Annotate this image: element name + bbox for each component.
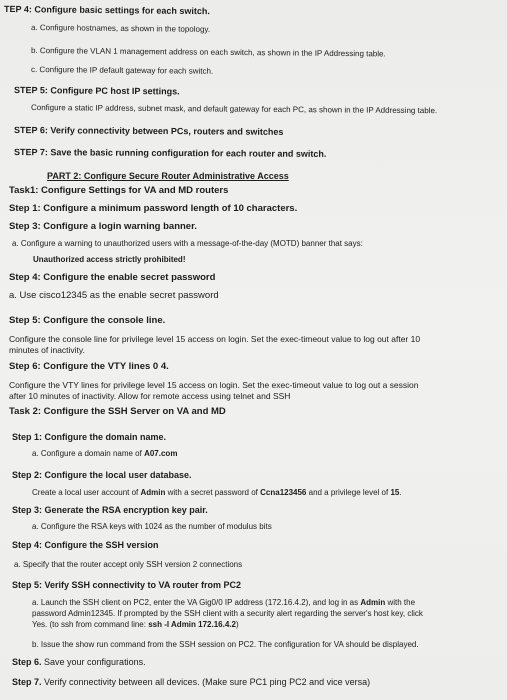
ssh-step2-text: Create a local user account of Admin with a secret password of Ccna123456 and a privilege level of 15. <box>32 488 402 497</box>
ssh-step5-a-2: password Admin12345. If prompted by the SSH client with a security alert regarding the server's host key, click <box>32 609 423 618</box>
step6-vty-text-1: Configure the VTY lines for privilege level 15 access on login. Set the exec-timeout value to log out a session <box>9 380 419 390</box>
ssh-step1-heading: Step 1: Configure the domain name. <box>12 432 167 442</box>
step4-b: b. Configure the VLAN 1 management address on each switch, as shown in the IP Addressing table. <box>30 46 386 59</box>
step1-heading: Step 1: Configure a minimum password length of 10 characters. <box>9 203 298 214</box>
task1-heading: Task1: Configure Settings for VA and MD routers <box>9 185 229 196</box>
step4-c: c. Configure the IP default gateway for each switch. <box>30 65 214 76</box>
part2-title: PART 2: Configure Secure Router Administrative Access <box>47 171 289 181</box>
step6-vty-heading: Step 6: Configure the VTY lines 0 4. <box>9 361 169 372</box>
ssh-step1-a: a. Configure a domain name of A07.com <box>32 449 178 458</box>
step7-heading: STEP 7: Save the basic running configuration for each router and switch. <box>13 147 327 159</box>
ssh-step5-b: b. Issue the show run command from the SSH session on PC2. The configuration for VA should be displayed. <box>32 640 419 649</box>
banner-message: Unauthorized access strictly prohibited! <box>33 255 186 264</box>
ssh-step7: Step 7. Verify connectivity between all devices. (Make sure PC1 ping PC2 and vice versa) <box>12 677 371 687</box>
step4-heading: TEP 4: Configure basic settings for each switch. <box>3 4 210 17</box>
task2-heading: Task 2: Configure the SSH Server on VA and MD <box>9 406 226 417</box>
step5-heading: STEP 5: Configure PC host IP settings. <box>13 85 180 97</box>
ssh-step3-a: a. Configure the RSA keys with 1024 as the number of modulus bits <box>32 522 272 531</box>
ssh-step2-heading: Step 2: Configure the local user database. <box>12 470 192 480</box>
step3-a: a. Configure a warning to unauthorized users with a message-of-the-day (MOTD) banner that says: <box>12 239 363 248</box>
step5-console-text-2: minutes of inactivity. <box>9 345 85 355</box>
step6-vty-text-2: after 10 minutes of inactivity. Allow for remote access using telnet and SSH <box>9 391 291 401</box>
step6-heading: STEP 6: Verify connectivity between PCs, routers and switches <box>13 125 284 137</box>
step4-enable-a: a. Use cisco12345 as the enable secret password <box>9 290 219 301</box>
ssh-step5-heading: Step 5: Verify SSH connectivity to VA router from PC2 <box>12 580 242 590</box>
ssh-step5-a-1: a. Launch the SSH client on PC2, enter the VA Gig0/0 IP address (172.16.4.2), and log in as Admin with the <box>32 598 416 607</box>
step5-console-heading: Step 5: Configure the console line. <box>9 315 166 326</box>
step5-text: Configure a static IP address, subnet mask, and default gateway for each PC, as shown in the IP Addressing table. <box>30 103 438 116</box>
step3-heading: Step 3: Configure a login warning banner. <box>9 221 197 232</box>
step5-console-text-1: Configure the console line for privilege level 15 access on login. Set the exec-timeout value to log out after 10 <box>9 334 421 344</box>
ssh-step3-heading: Step 3: Generate the RSA encryption key pair. <box>12 505 208 515</box>
ssh-step4-a: a. Specify that the router accept only SSH version 2 connections <box>14 560 243 569</box>
step4-enable-heading: Step 4: Configure the enable secret password <box>9 272 216 283</box>
ssh-step4-heading: Step 4: Configure the SSH version <box>12 540 159 550</box>
step4-a: a. Configure hostnames, as shown in the topology. <box>30 23 211 34</box>
ssh-step5-a-3: Yes. (to ssh from command line: ssh -l Admin 172.16.4.2) <box>32 620 239 629</box>
ssh-step6: Step 6. Save your configurations. <box>12 657 146 667</box>
